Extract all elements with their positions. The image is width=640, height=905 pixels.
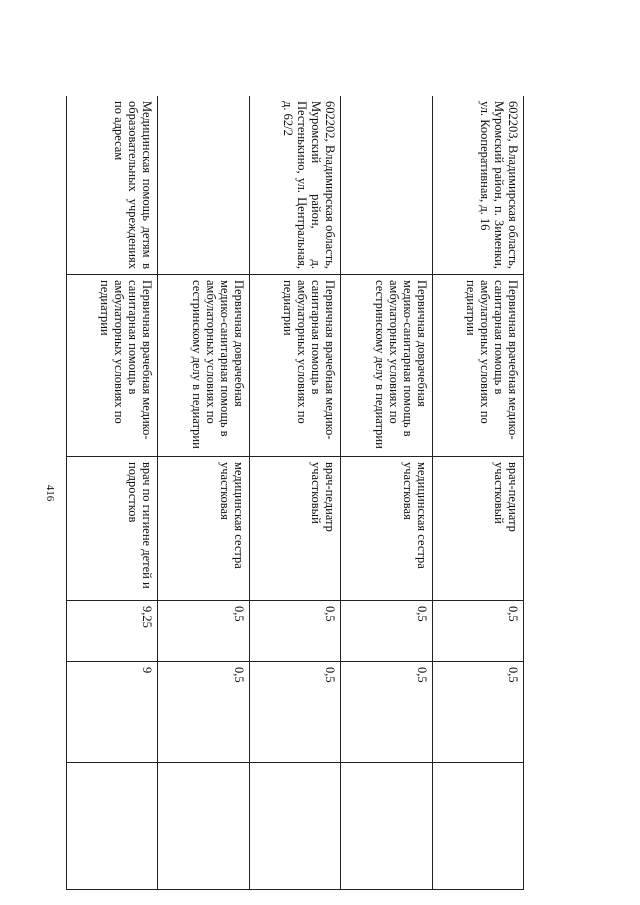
note-cell	[67, 763, 158, 890]
rate-cell: 0,5	[158, 601, 249, 662]
note-cell	[341, 763, 432, 890]
address-cell	[158, 96, 249, 275]
position-cell: врач по гигиене детей и подростков	[67, 457, 158, 601]
rate-cell: 0,5	[249, 662, 340, 763]
table-row	[249, 96, 340, 890]
position-cell: медицинская сестра участковая	[158, 457, 249, 601]
position-cell: медицинская сестра участковая	[341, 457, 432, 601]
care-type-cell: Первичная доврачебная медико-санитарная помощь в амбулаторных условиях по сестринскому делу в педиатрии	[158, 275, 249, 457]
staffing-table	[66, 96, 524, 890]
table-row	[158, 96, 249, 890]
rate-cell: 9,25	[67, 601, 158, 662]
care-type-cell: Первичная врачебная медико-санитарная помощь в амбулаторных условиях по педиатрии	[249, 275, 340, 457]
care-type-cell: Первичная врачебная медико-санитарная помощь в амбулаторных условиях по педиатрии	[67, 275, 158, 457]
rate-cell: 0,5	[432, 662, 523, 763]
care-type-cell: Первичная доврачебная медико-санитарная помощь в амбулаторных условиях по сестринскому делу в педиатрии	[341, 275, 432, 457]
position-cell: врач-педиатр участковый	[432, 457, 523, 601]
address-cell: 602202, Владимирская область, Муромский район, д. Пестенькино, ул. Центральная, д. 62/2	[249, 96, 340, 275]
rate-cell: 0,5	[158, 662, 249, 763]
rate-cell: 0,5	[249, 601, 340, 662]
page-number: 416	[44, 484, 56, 502]
rate-cell: 0,5	[341, 662, 432, 763]
position-cell: врач-педиатр участковый	[249, 457, 340, 601]
address-cell	[341, 96, 432, 275]
note-cell	[249, 763, 340, 890]
rate-cell: 0,5	[341, 601, 432, 662]
note-cell	[432, 763, 523, 890]
rotated-table-container	[66, 96, 524, 890]
table-row	[341, 96, 432, 890]
table-row	[67, 96, 158, 890]
address-cell: Медицинская помощь детям в образовательных учреждениях по адресам	[67, 96, 158, 275]
rate-cell: 0,5	[432, 601, 523, 662]
table-row	[432, 96, 523, 890]
address-cell: 602203, Владимирская область, Муромский район, п. Зименки, ул. Кооперативная, д. 16	[432, 96, 523, 275]
care-type-cell: Первичная врачебная медико-санитарная помощь в амбулаторных условиях по педиатрии	[432, 275, 523, 457]
note-cell	[158, 763, 249, 890]
rate-cell: 9	[67, 662, 158, 763]
